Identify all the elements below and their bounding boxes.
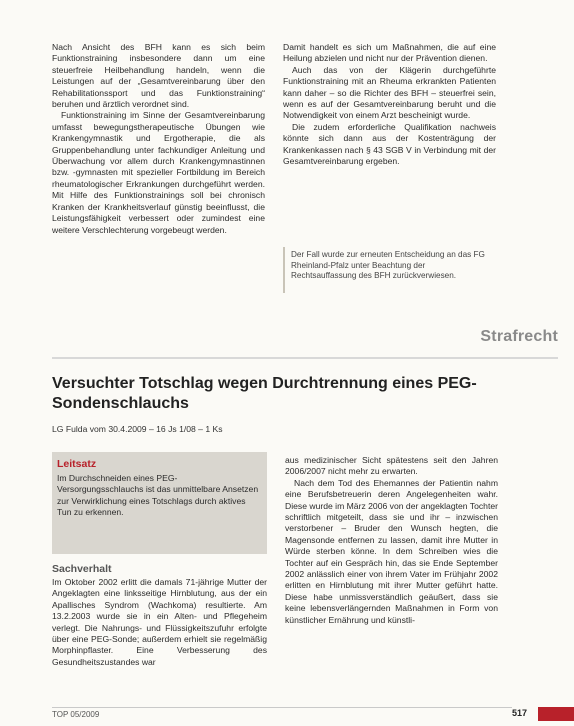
paragraph: Nach Ansicht des BFH kann es sich beim Funktionstraining insbesondere dann um eine steuerfreie Heilbehandlung handeln, wenn die Leistungen auf der „Gesamtvereinbarung über den Rehabilitationssport und das Funktionstraining“ beruhen und ärztlich verordnet sind. <box>52 42 265 110</box>
top-left-column <box>52 42 265 236</box>
paragraph: aus medizinischer Sicht spätestens seit den Jahren 2006/2007 nicht mehr zu erwarten. <box>285 455 498 477</box>
leitsatz-heading: Leitsatz <box>57 458 97 470</box>
sachverhalt-heading: Sachverhalt <box>52 563 112 575</box>
top-right-column <box>283 42 496 167</box>
bottom-left-column <box>52 577 267 668</box>
page-tab-marker <box>538 707 574 721</box>
paragraph: Damit handelt es sich um Maßnahmen, die auf eine Heilung abzielen und nicht nur der Prävention dienen. <box>283 42 496 64</box>
section-label: Strafrecht <box>480 328 558 345</box>
leitsatz-text: Im Durchschneiden eines PEG-Versorgungsschlauchs ist das unmittelbare Ansetzen zur Verwirklichung eines Totschlags durch aktives Tun zu erkennen. <box>57 473 259 518</box>
article-title: Versuchter Totschlag wegen Durchtrennung eines PEG-Sondenschlauchs <box>52 375 477 412</box>
footer-divider <box>52 707 512 708</box>
leitsatz-box <box>52 452 267 554</box>
paragraph: Die zudem erforderliche Qualifikation nachweis könnte sich dann aus der Kostenträgung der Krankenkassen nach § 43 SGB V in Verbindung mit der Gesamtvereinbarung ergeben. <box>283 121 496 167</box>
case-citation: LG Fulda vom 30.4.2009 – 16 Js 1/08 – 1 Ks <box>52 424 223 434</box>
footer-issue: TOP 05/2009 <box>52 710 100 719</box>
note-box: Der Fall wurde zur erneuten Entscheidung an das FG Rheinland-Pfalz unter Beachtung der Rechtsauffassung des BFH zurückverwiesen. <box>283 247 489 293</box>
paragraph: Nach dem Tod des Ehemannes der Patientin nahm eine Berufsbetreuerin deren Angelegenheiten wahr. Diese wurde im März 2006 von der angeklagten Tochter schriftlich mitgeteilt, dass sie und ihr – inzwischen verstorbener – Bruder den Wunsch hegten, die Magensonde entfernen zu lassen, damit ihre Mutter in Würde sterben könne. In dem Schreiben wies die Tochter auf ein Gespräch hin, das sie Ende September 2002 anlässlich einer von ihrem Vater im Frühjahr 2002 erlitten en Hirnblutung mit ihrer Mutter geführt hatte. Diese habe unmissverständlich geäußert, dass sie keine lebensverlängernden Maßnahmen in Form von künstlicher Ernährung und künstli- <box>285 477 498 625</box>
paragraph: Auch das von der Klägerin durchgeführte Funktionstraining mit an Rheuma erkrankten Patienten kann daher – so die Richter des BFH – steuerfrei sein, wenn es auf der Gesamtvereinbarung beruht und die Notwendigkeit von einem Arzt bescheinigt wurde. <box>283 64 496 121</box>
page-number: 517 <box>512 708 528 718</box>
bottom-right-column <box>285 455 498 626</box>
paragraph: Im Oktober 2002 erlitt die damals 71-jährige Mutter der Angeklagten eine linksseitige Hirnblutung, aus der ein Apallisches Syndrom (Wachkoma) resultierte. Am 13.2.2003 wurde sie in ein Alten- und Pflegeheim verlegt. Die Nahrungs- und Flüssigkeitszufuhr erfolgte über eine PEG-Sonde; außerdem erhielt sie regelmäßig Morphinpflaster. Eine Verbesserung des Gesundheitszustandes war <box>52 577 267 667</box>
paragraph: Funktionstraining im Sinne der Gesamtvereinbarung umfasst bewegungstherapeutische Übungen wie Krankengymnastik und Ergotherapie, die als Gruppenbehandlung unter fachkundiger Anleitung und Überwachung vor allem durch Krankengymnastinnen bzw. -gymnasten mit spezieller Fortbildung im Bereich rheumatologischer Erkrankungen durchgeführt werden. Mit Hilfe des Funktionstrainings soll bei chronisch Kranken der Krankheitsverlauf günstig beeinflusst, die Leistungsfähigkeit verbessert oder zumindest eine weitere Verschlechterung vorgebeugt werden. <box>52 110 265 235</box>
section-divider <box>52 357 558 359</box>
